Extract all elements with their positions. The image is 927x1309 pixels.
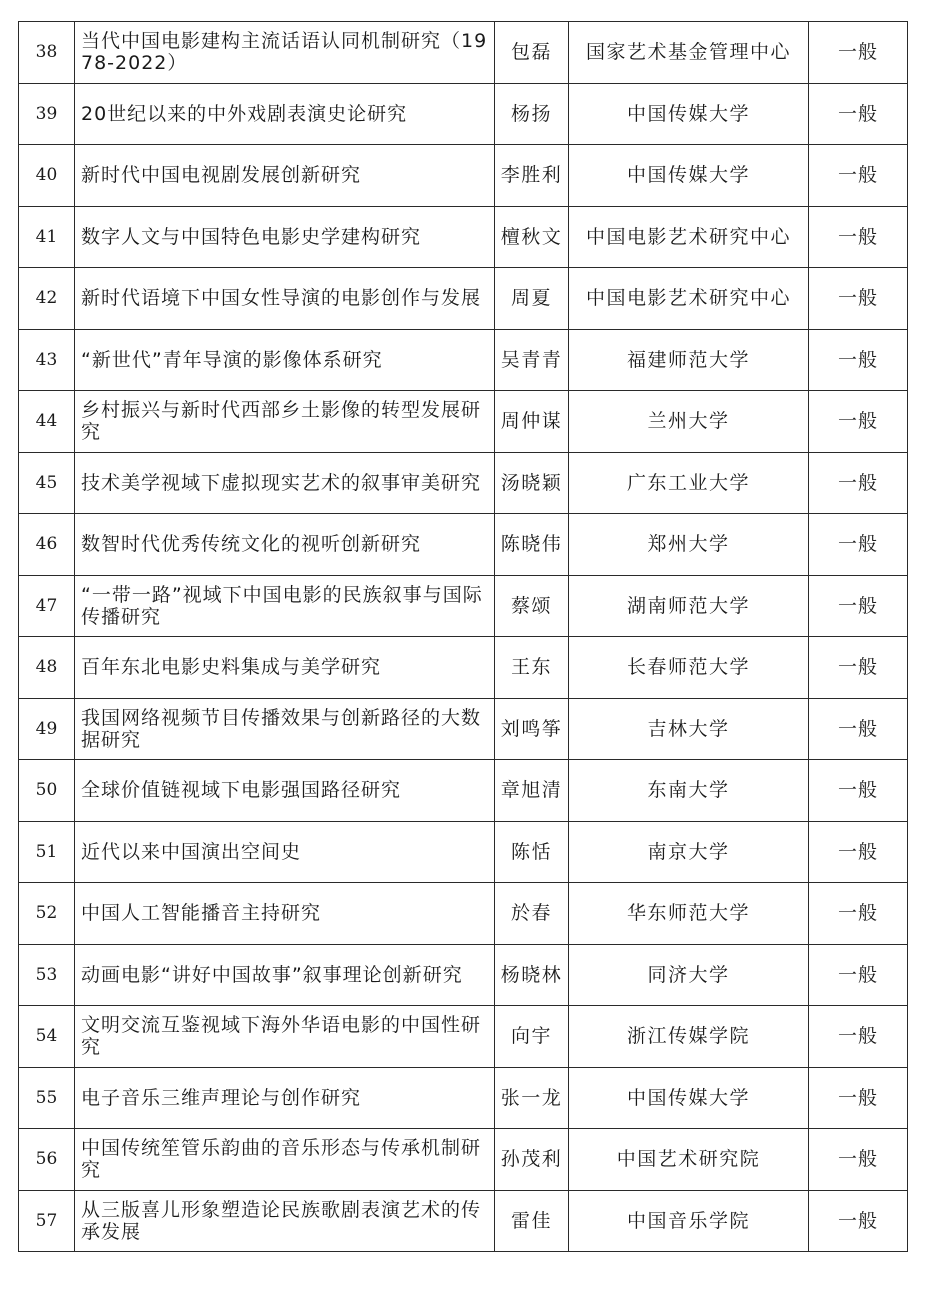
table-row (19, 575, 908, 637)
institution: 兰州大学 (569, 391, 809, 453)
institution: 南京大学 (569, 821, 809, 883)
principal-investigator: 孙茂利 (495, 1129, 569, 1191)
table-row (19, 821, 908, 883)
row-number: 53 (19, 944, 75, 1006)
project-category: 一般 (809, 268, 908, 330)
project-title: 近代以来中国演出空间史 (75, 821, 495, 883)
project-category: 一般 (809, 637, 908, 699)
table-row (19, 145, 908, 207)
row-number: 38 (19, 22, 75, 84)
table-row (19, 268, 908, 330)
project-category: 一般 (809, 83, 908, 145)
project-title: 数字人文与中国特色电影史学建构研究 (75, 206, 495, 268)
principal-investigator: 杨扬 (495, 83, 569, 145)
principal-investigator: 周夏 (495, 268, 569, 330)
row-number: 55 (19, 1067, 75, 1129)
institution: 东南大学 (569, 760, 809, 822)
institution: 中国电影艺术研究中心 (569, 268, 809, 330)
principal-investigator: 於春 (495, 883, 569, 945)
principal-investigator: 包磊 (495, 22, 569, 84)
table-row (19, 452, 908, 514)
project-title: 当代中国电影建构主流话语认同机制研究（1978-2022） (75, 22, 495, 84)
table-row (19, 1067, 908, 1129)
project-category: 一般 (809, 821, 908, 883)
principal-investigator: 汤晓颖 (495, 452, 569, 514)
institution: 广东工业大学 (569, 452, 809, 514)
table-row (19, 1129, 908, 1191)
project-title: 中国人工智能播音主持研究 (75, 883, 495, 945)
project-title: 从三版喜儿形象塑造论民族歌剧表演艺术的传承发展 (75, 1190, 495, 1252)
institution: 吉林大学 (569, 698, 809, 760)
institution: 浙江传媒学院 (569, 1006, 809, 1068)
project-title: 全球价值链视域下电影强国路径研究 (75, 760, 495, 822)
row-number: 47 (19, 575, 75, 637)
institution: 国家艺术基金管理中心 (569, 22, 809, 84)
project-title: 20世纪以来的中外戏剧表演史论研究 (75, 83, 495, 145)
row-number: 40 (19, 145, 75, 207)
project-category: 一般 (809, 145, 908, 207)
row-number: 56 (19, 1129, 75, 1191)
project-title: 文明交流互鉴视域下海外华语电影的中国性研究 (75, 1006, 495, 1068)
institution: 郑州大学 (569, 514, 809, 576)
principal-investigator: 刘鸣筝 (495, 698, 569, 760)
project-category: 一般 (809, 1129, 908, 1191)
table-body (19, 22, 908, 1252)
row-number: 54 (19, 1006, 75, 1068)
row-number: 52 (19, 883, 75, 945)
row-number: 50 (19, 760, 75, 822)
project-category: 一般 (809, 698, 908, 760)
project-category: 一般 (809, 452, 908, 514)
principal-investigator: 李胜利 (495, 145, 569, 207)
project-category: 一般 (809, 1006, 908, 1068)
institution: 湖南师范大学 (569, 575, 809, 637)
principal-investigator: 陈晓伟 (495, 514, 569, 576)
principal-investigator: 章旭清 (495, 760, 569, 822)
institution: 中国传媒大学 (569, 83, 809, 145)
table-row (19, 698, 908, 760)
institution: 中国传媒大学 (569, 145, 809, 207)
row-number: 49 (19, 698, 75, 760)
table-row (19, 22, 908, 84)
table-row (19, 206, 908, 268)
principal-investigator: 雷佳 (495, 1190, 569, 1252)
project-table (18, 21, 908, 1252)
institution: 中国电影艺术研究中心 (569, 206, 809, 268)
project-category: 一般 (809, 1067, 908, 1129)
table-row (19, 329, 908, 391)
institution: 福建师范大学 (569, 329, 809, 391)
row-number: 44 (19, 391, 75, 453)
principal-investigator: 杨晓林 (495, 944, 569, 1006)
project-category: 一般 (809, 22, 908, 84)
table-row (19, 637, 908, 699)
project-title: 新时代语境下中国女性导演的电影创作与发展 (75, 268, 495, 330)
row-number: 39 (19, 83, 75, 145)
institution: 华东师范大学 (569, 883, 809, 945)
project-category: 一般 (809, 1190, 908, 1252)
table-row (19, 391, 908, 453)
institution: 中国音乐学院 (569, 1190, 809, 1252)
row-number: 48 (19, 637, 75, 699)
project-category: 一般 (809, 760, 908, 822)
project-title: 新时代中国电视剧发展创新研究 (75, 145, 495, 207)
row-number: 51 (19, 821, 75, 883)
row-number: 42 (19, 268, 75, 330)
table-row (19, 944, 908, 1006)
table-row (19, 83, 908, 145)
project-title: “新世代”青年导演的影像体系研究 (75, 329, 495, 391)
project-title: 百年东北电影史料集成与美学研究 (75, 637, 495, 699)
principal-investigator: 向宇 (495, 1006, 569, 1068)
institution: 长春师范大学 (569, 637, 809, 699)
principal-investigator: 吴青青 (495, 329, 569, 391)
row-number: 43 (19, 329, 75, 391)
project-title: 我国网络视频节目传播效果与创新路径的大数据研究 (75, 698, 495, 760)
project-title: “一带一路”视域下中国电影的民族叙事与国际传播研究 (75, 575, 495, 637)
project-category: 一般 (809, 514, 908, 576)
project-title: 乡村振兴与新时代西部乡土影像的转型发展研究 (75, 391, 495, 453)
principal-investigator: 蔡颂 (495, 575, 569, 637)
project-category: 一般 (809, 329, 908, 391)
project-title: 技术美学视域下虚拟现实艺术的叙事审美研究 (75, 452, 495, 514)
principal-investigator: 张一龙 (495, 1067, 569, 1129)
row-number: 57 (19, 1190, 75, 1252)
institution: 中国传媒大学 (569, 1067, 809, 1129)
principal-investigator: 檀秋文 (495, 206, 569, 268)
project-category: 一般 (809, 206, 908, 268)
project-category: 一般 (809, 883, 908, 945)
project-title: 动画电影“讲好中国故事”叙事理论创新研究 (75, 944, 495, 1006)
project-title: 数智时代优秀传统文化的视听创新研究 (75, 514, 495, 576)
table-row (19, 1006, 908, 1068)
row-number: 41 (19, 206, 75, 268)
row-number: 45 (19, 452, 75, 514)
project-category: 一般 (809, 575, 908, 637)
project-category: 一般 (809, 944, 908, 1006)
principal-investigator: 王东 (495, 637, 569, 699)
principal-investigator: 陈恬 (495, 821, 569, 883)
institution: 中国艺术研究院 (569, 1129, 809, 1191)
project-title: 电子音乐三维声理论与创作研究 (75, 1067, 495, 1129)
table-row (19, 1190, 908, 1252)
table-row (19, 883, 908, 945)
institution: 同济大学 (569, 944, 809, 1006)
principal-investigator: 周仲谋 (495, 391, 569, 453)
row-number: 46 (19, 514, 75, 576)
table-row (19, 760, 908, 822)
project-title: 中国传统笙管乐韵曲的音乐形态与传承机制研究 (75, 1129, 495, 1191)
table-row (19, 514, 908, 576)
project-category: 一般 (809, 391, 908, 453)
